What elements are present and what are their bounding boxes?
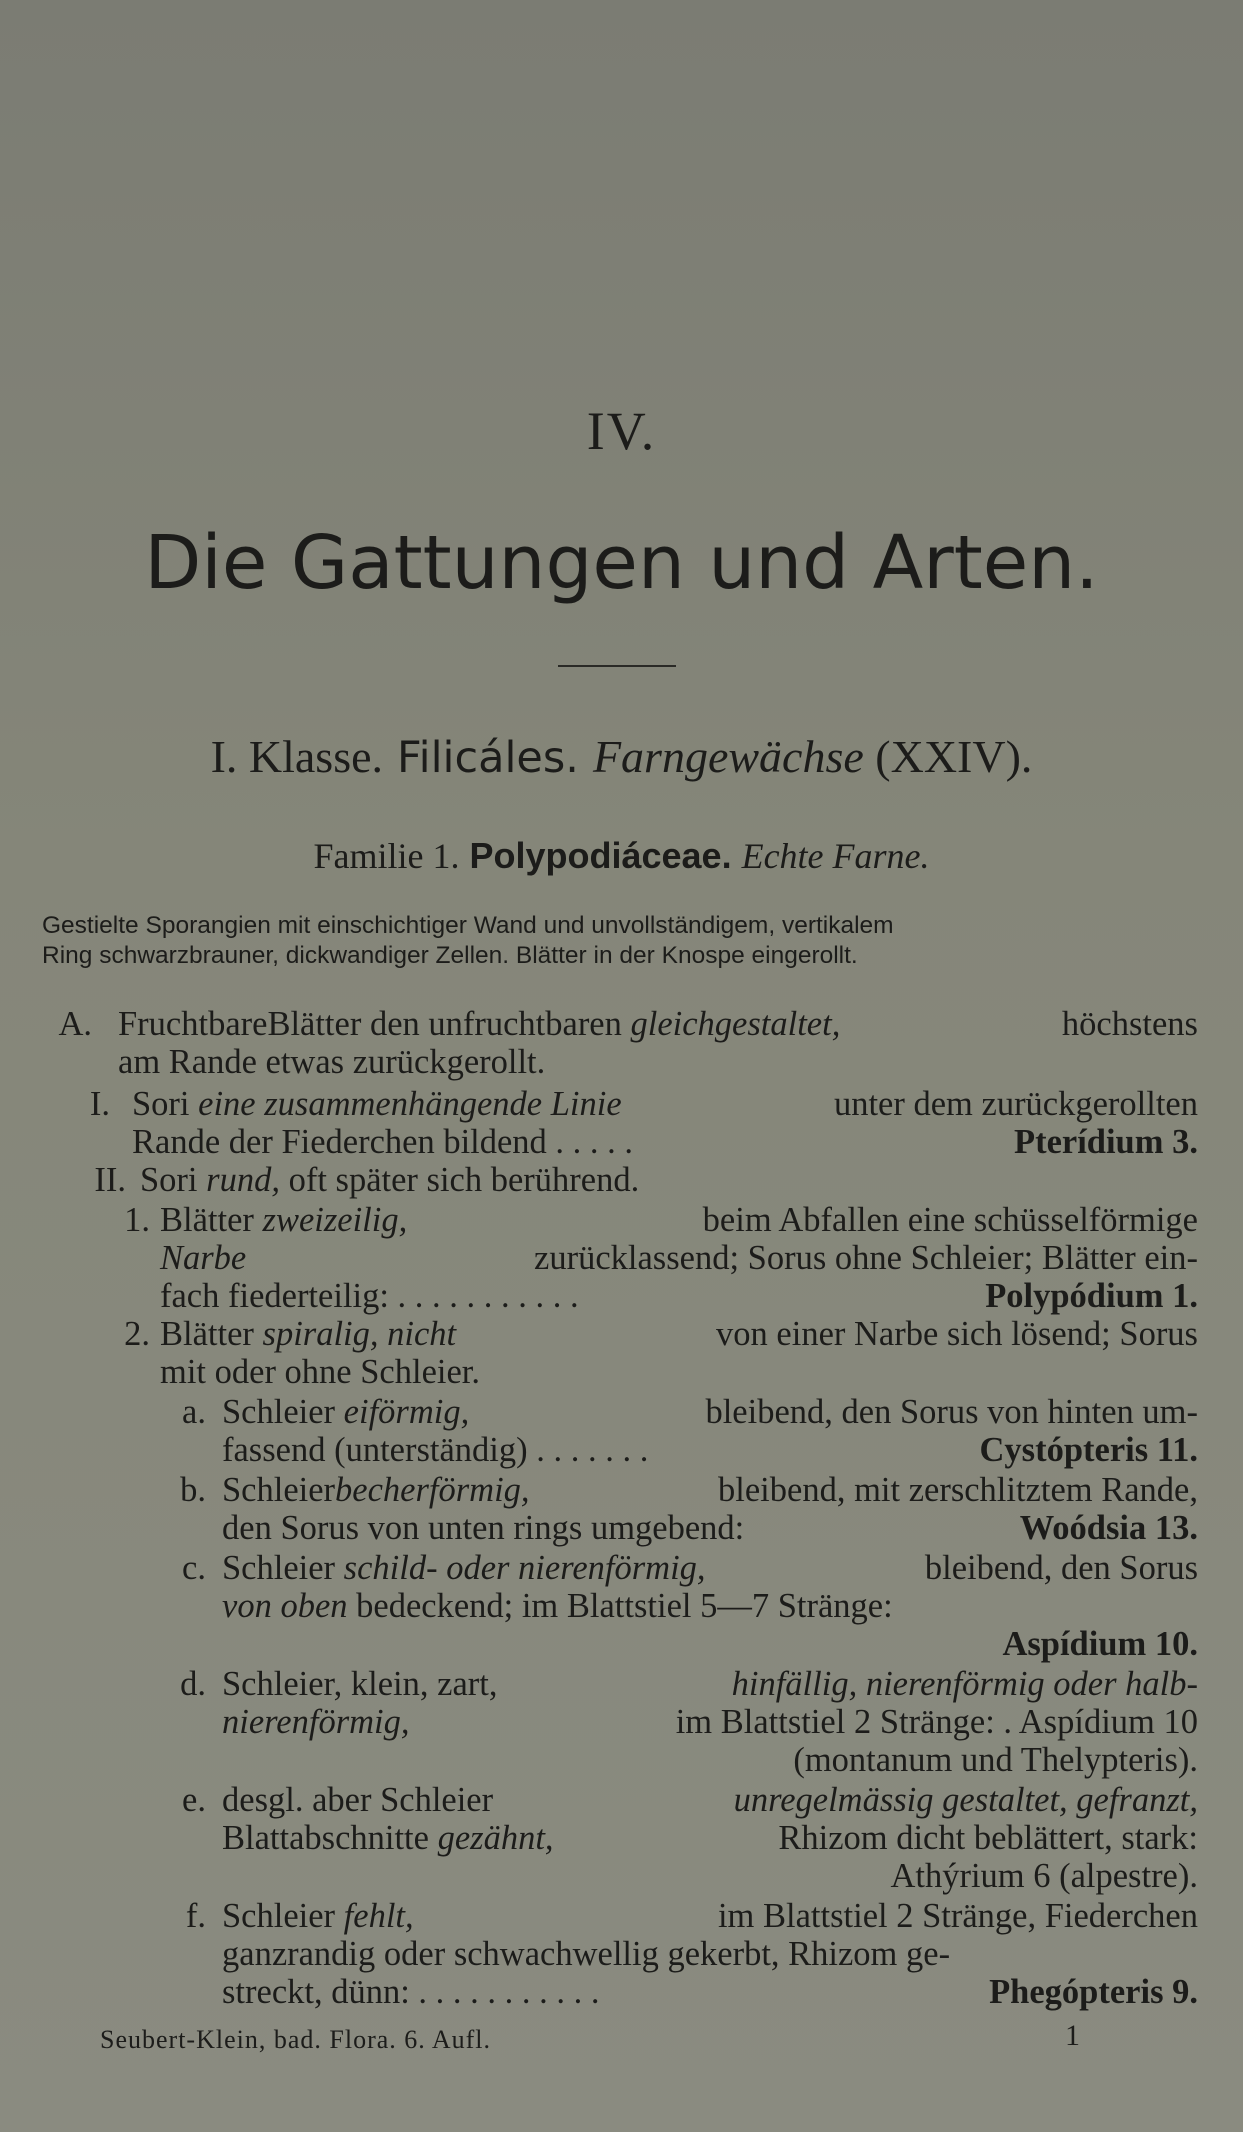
key-line — [160, 1201, 1198, 1239]
key-marker: II. — [94, 1161, 126, 1199]
key-line — [118, 1005, 1198, 1043]
key-text: Schleier, klein, zart, — [222, 1665, 498, 1703]
description-line: Gestielte Sporangien mit einschichtiger Wand und unvollständigem, vertikalem — [42, 912, 894, 939]
footer-source: Seubert-Klein, bad. Flora. 6. Aufl. — [100, 2025, 491, 2054]
key-line — [222, 1973, 1198, 2011]
key-emphasis: fehlt, — [343, 1897, 414, 1935]
familie-german: Echte Farne. — [741, 836, 930, 876]
page-number: 1 — [1065, 2019, 1081, 2052]
key-marker: c. — [182, 1549, 206, 1587]
key-text: höchstens — [1061, 1005, 1198, 1043]
title-divider — [558, 665, 676, 667]
key-text: Schleier — [222, 1897, 344, 1935]
key-line — [222, 1587, 893, 1625]
key-text: zurücklassend; Sorus ohne Schleier; Blätter ein- — [534, 1239, 1198, 1277]
key-marker: e. — [182, 1781, 206, 1819]
key-text: Sori — [132, 1085, 199, 1123]
key-text: Sori — [140, 1161, 207, 1199]
key-emphasis: rund, — [206, 1161, 280, 1199]
key-line — [132, 1085, 1198, 1123]
key-marker: A. — [58, 1005, 92, 1043]
key-text: fach fiederteilig: . . . . . . . . . . . — [160, 1277, 579, 1315]
key-emphasis: eine zusammenhängende Linie — [198, 1085, 622, 1123]
key-text: Blätter — [160, 1315, 263, 1353]
key-line — [160, 1315, 1198, 1353]
key-marker: f. — [185, 1897, 206, 1935]
key-text: Rhizom dicht beblättert, stark: — [778, 1819, 1198, 1857]
klasse-prefix: I. Klasse. — [210, 731, 384, 782]
key-text: von einer Narbe sich lösend; Sorus — [716, 1315, 1198, 1353]
key-line: (montanum und Thelypteris). — [793, 1741, 1198, 1779]
key-text: Schleier — [222, 1471, 336, 1509]
key-text: Schleier — [222, 1393, 344, 1431]
key-text: streckt, dünn: . . . . . . . . . . . — [222, 1973, 600, 2011]
key-text: bleibend, mit zerschlitztem Rande, — [718, 1471, 1198, 1509]
key-emphasis: spiralig, nicht — [262, 1315, 457, 1353]
chapter-title: Die Gattungen und Arten. — [144, 520, 1099, 606]
familie-name: Polypodiáceae. — [469, 835, 732, 876]
key-text: beim Abfallen eine schüsselförmige — [702, 1201, 1198, 1239]
key-text: Rande der Fiederchen bildend . . . . . — [132, 1123, 634, 1161]
klasse-heading — [0, 730, 1243, 783]
key-text: bleibend, den Sorus von hinten um- — [705, 1393, 1198, 1431]
key-marker: a. — [182, 1393, 206, 1431]
key-emphasis: unregelmässig gestaltet, gefranzt, — [733, 1781, 1198, 1819]
key-emphasis: becherförmig, — [335, 1471, 530, 1509]
key-marker: b. — [180, 1471, 206, 1509]
key-text: im Blattstiel 2 Stränge, Fiederchen — [717, 1897, 1198, 1935]
klasse-german: Farngewächse — [592, 731, 864, 782]
key-text: den Sorus von unten rings umgebend: — [222, 1509, 745, 1547]
key-emphasis: zweizeilig, — [262, 1201, 408, 1239]
key-text: bedeckend; im Blattstiel 5—7 Stränge: — [347, 1587, 893, 1625]
klasse-name: Filicáles. — [397, 733, 579, 783]
genus-name: Polypódium 1. — [985, 1277, 1198, 1315]
key-line: ganzrandig oder schwachwellig gekerbt, Rhizom ge- — [222, 1935, 951, 1973]
chapter-number: IV. — [586, 401, 657, 461]
klasse-roman: (XXIV). — [875, 731, 1033, 782]
key-line — [222, 1665, 1198, 1703]
key-emphasis: gezähnt, — [437, 1819, 554, 1857]
key-text: desgl. aber Schleier — [222, 1781, 494, 1819]
key-marker: I. — [89, 1085, 110, 1123]
key-line: am Rande etwas zurückgerollt. — [118, 1043, 546, 1081]
genus-name: Aspídium 10. — [1002, 1625, 1198, 1663]
key-line — [222, 1431, 1198, 1469]
genus-name: Cystópteris 11. — [979, 1431, 1198, 1469]
genus-name: Phegópteris 9. — [989, 1973, 1198, 2011]
key-line — [132, 1123, 1198, 1161]
key-line — [222, 1819, 1198, 1857]
key-line — [222, 1509, 1198, 1547]
genus-name: Woódsia 13. — [1019, 1509, 1198, 1547]
key-text: Schleier — [222, 1549, 344, 1587]
key-marker: d. — [180, 1665, 206, 1703]
page-footer — [100, 2019, 1200, 2055]
key-emphasis: nierenförmig, — [222, 1703, 410, 1741]
key-emphasis: gleichgestaltet, — [630, 1005, 841, 1043]
key-line: mit oder ohne Schleier. — [160, 1353, 481, 1391]
key-text: FruchtbareBlätter den unfruchtbaren — [118, 1005, 631, 1043]
key-text: im Blattstiel 2 Stränge: . Aspídium 10 — [675, 1703, 1198, 1741]
key-line — [222, 1703, 1198, 1741]
key-line — [160, 1239, 1198, 1277]
key-line — [222, 1781, 1198, 1819]
familie-prefix: Familie 1. — [313, 836, 460, 876]
key-emphasis: schild- oder nierenförmig, — [343, 1549, 706, 1587]
key-emphasis: eiförmig, — [343, 1393, 470, 1431]
key-line: Athýrium 6 (alpestre). — [890, 1857, 1198, 1895]
key-text: unter dem zurückgerollten — [833, 1085, 1198, 1123]
key-text: Blattabschnitte — [222, 1819, 438, 1857]
key-line — [222, 1549, 1198, 1587]
key-line — [222, 1471, 1198, 1509]
genus-name: Pterídium 3. — [1014, 1123, 1198, 1161]
key-emphasis: Narbe — [160, 1239, 247, 1277]
key-emphasis: von oben — [222, 1587, 348, 1625]
key-marker: 1. — [124, 1201, 150, 1239]
key-text: oft später sich berührend. — [279, 1161, 640, 1199]
key-text: fassend (unterständig) . . . . . . . — [222, 1431, 649, 1469]
key-text: bleibend, den Sorus — [924, 1549, 1198, 1587]
description-line: Ring schwarzbrauner, dickwandiger Zellen. Blätter in der Knospe eingerollt. — [42, 942, 858, 969]
key-emphasis: hinfällig, nierenförmig oder halb- — [731, 1665, 1198, 1703]
key-line — [222, 1897, 1198, 1935]
key-marker: 2. — [124, 1315, 150, 1353]
familie-heading — [0, 835, 1243, 877]
key-text: Blätter — [160, 1201, 263, 1239]
key-line — [160, 1277, 1198, 1315]
key-line — [222, 1393, 1198, 1431]
key-line — [140, 1161, 639, 1199]
